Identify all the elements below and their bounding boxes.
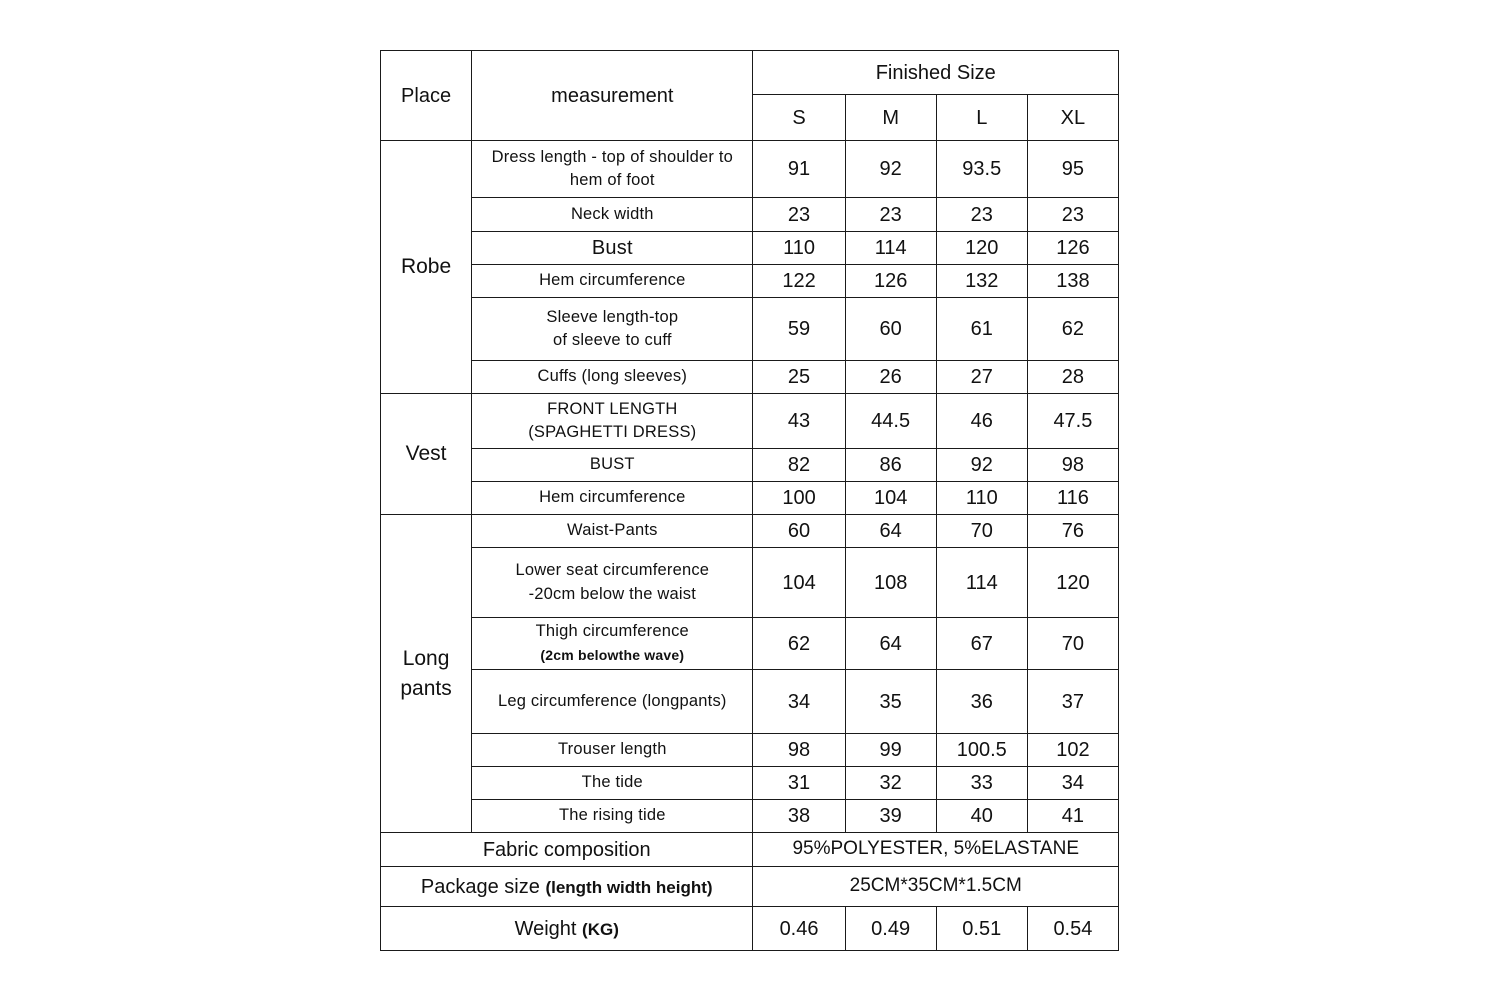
value-l: 120	[936, 232, 1027, 265]
measurement-label: Waist-Pants	[472, 515, 753, 548]
measurement-label: Trouser length	[472, 734, 753, 767]
measurement-label	[472, 141, 753, 198]
value-xl: 28	[1027, 361, 1118, 394]
weight-xl: 0.54	[1027, 907, 1118, 951]
value-s: 25	[753, 361, 845, 394]
measurement-label: BUST	[472, 449, 753, 482]
header-row-1	[381, 51, 1119, 95]
value-xl: 126	[1027, 232, 1118, 265]
value-s: 104	[753, 548, 845, 618]
table-row	[381, 670, 1119, 734]
value-xl: 41	[1027, 800, 1118, 833]
value-m: 23	[845, 198, 936, 232]
place-header: Place	[381, 51, 472, 141]
table-row	[381, 361, 1119, 394]
measurement-label: Leg circumference (longpants)	[472, 670, 753, 734]
fabric-label: Fabric composition	[381, 833, 753, 867]
value-xl: 23	[1027, 198, 1118, 232]
value-l: 46	[936, 394, 1027, 449]
value-m: 64	[845, 515, 936, 548]
value-xl: 76	[1027, 515, 1118, 548]
measurement-label: Cuffs (long sleeves)	[472, 361, 753, 394]
table-row	[381, 198, 1119, 232]
place-line2: pants	[400, 676, 452, 700]
value-l: 132	[936, 265, 1027, 298]
value-xl: 98	[1027, 449, 1118, 482]
package-label-text: Package size	[420, 875, 540, 898]
value-s: 60	[753, 515, 845, 548]
measurement-line2: -20cm below the waist	[528, 584, 697, 603]
table-row	[381, 482, 1119, 515]
value-l: 27	[936, 361, 1027, 394]
value-s: 43	[753, 394, 845, 449]
weight-m: 0.49	[845, 907, 936, 951]
measurement-line1: Thigh circumference	[535, 622, 689, 641]
value-s: 122	[753, 265, 845, 298]
weight-label-text: Weight	[514, 917, 577, 940]
value-s: 98	[753, 734, 845, 767]
value-l: 100.5	[936, 734, 1027, 767]
value-m: 99	[845, 734, 936, 767]
table-row	[381, 800, 1119, 833]
value-l: 93.5	[936, 141, 1027, 198]
table-row	[381, 298, 1119, 361]
value-m: 32	[845, 767, 936, 800]
measurement-label: Bust	[472, 232, 753, 265]
measurement-label	[472, 298, 753, 361]
fabric-value: 95%POLYESTER, 5%ELASTANE	[753, 833, 1119, 867]
value-xl: 37	[1027, 670, 1118, 734]
table-row	[381, 734, 1119, 767]
value-s: 110	[753, 232, 845, 265]
size-m-header: M	[845, 95, 936, 141]
value-xl: 95	[1027, 141, 1118, 198]
table-row	[381, 232, 1119, 265]
table-row	[381, 548, 1119, 618]
value-s: 62	[753, 618, 845, 670]
value-xl: 116	[1027, 482, 1118, 515]
value-s: 23	[753, 198, 845, 232]
finished-size-header: Finished Size	[753, 51, 1119, 95]
value-m: 26	[845, 361, 936, 394]
value-m: 92	[845, 141, 936, 198]
value-l: 23	[936, 198, 1027, 232]
value-s: 34	[753, 670, 845, 734]
table-row	[381, 394, 1119, 449]
measurement-label	[472, 618, 753, 670]
measurement-label: Hem circumference	[472, 482, 753, 515]
package-label	[381, 867, 753, 907]
value-m: 114	[845, 232, 936, 265]
table-row	[381, 141, 1119, 198]
measurement-line1: FRONT LENGTH	[547, 399, 678, 418]
value-m: 35	[845, 670, 936, 734]
measurement-line2: of sleeve to cuff	[552, 331, 672, 349]
table-row	[381, 265, 1119, 298]
weight-label	[381, 907, 753, 951]
measurement-label: The rising tide	[472, 800, 753, 833]
value-m: 126	[845, 265, 936, 298]
value-xl: 138	[1027, 265, 1118, 298]
value-xl: 34	[1027, 767, 1118, 800]
value-l: 110	[936, 482, 1027, 515]
value-s: 38	[753, 800, 845, 833]
weight-row	[381, 907, 1119, 951]
value-l: 36	[936, 670, 1027, 734]
value-s: 91	[753, 141, 845, 198]
table-row	[381, 618, 1119, 670]
value-l: 33	[936, 767, 1027, 800]
value-xl: 102	[1027, 734, 1118, 767]
place-robe: Robe	[381, 141, 472, 394]
measurement-line1: Dress length - top of shoulder to	[491, 147, 733, 166]
size-l-header: L	[936, 95, 1027, 141]
measurement-label: Neck width	[472, 198, 753, 232]
value-m: 44.5	[845, 394, 936, 449]
measurement-line2: (SPAGHETTI DRESS)	[528, 423, 697, 441]
measurement-line1: Sleeve length-top	[546, 307, 679, 326]
value-l: 61	[936, 298, 1027, 361]
value-s: 31	[753, 767, 845, 800]
value-xl: 62	[1027, 298, 1118, 361]
measurement-label	[472, 394, 753, 449]
weight-label-note: (KG)	[582, 919, 619, 939]
place-long-pants	[381, 515, 472, 833]
value-l: 67	[936, 618, 1027, 670]
size-s-header: S	[753, 95, 845, 141]
value-m: 86	[845, 449, 936, 482]
table-row	[381, 515, 1119, 548]
measurement-label: The tide	[472, 767, 753, 800]
table-row	[381, 767, 1119, 800]
measurement-header: measurement	[472, 51, 753, 141]
measurement-line2: (2cm belowthe wave)	[540, 646, 685, 663]
size-chart-table	[380, 50, 1119, 951]
measurement-line2: hem of foot	[569, 171, 655, 189]
value-m: 104	[845, 482, 936, 515]
measurement-line1: Lower seat circumference	[515, 561, 710, 580]
package-row	[381, 867, 1119, 907]
value-xl: 70	[1027, 618, 1118, 670]
value-l: 40	[936, 800, 1027, 833]
value-xl: 120	[1027, 548, 1118, 618]
measurement-label: Hem circumference	[472, 265, 753, 298]
value-xl: 47.5	[1027, 394, 1118, 449]
value-l: 70	[936, 515, 1027, 548]
value-s: 100	[753, 482, 845, 515]
size-xl-header: XL	[1027, 95, 1118, 141]
value-s: 82	[753, 449, 845, 482]
measurement-label	[472, 548, 753, 618]
package-label-note: (length width height)	[545, 877, 713, 897]
value-m: 108	[845, 548, 936, 618]
table-row	[381, 449, 1119, 482]
weight-l: 0.51	[936, 907, 1027, 951]
value-l: 92	[936, 449, 1027, 482]
value-m: 39	[845, 800, 936, 833]
weight-s: 0.46	[753, 907, 845, 951]
value-s: 59	[753, 298, 845, 361]
value-m: 64	[845, 618, 936, 670]
package-value: 25CM*35CM*1.5CM	[753, 867, 1119, 907]
fabric-row	[381, 833, 1119, 867]
place-line1: Long	[402, 647, 450, 671]
value-m: 60	[845, 298, 936, 361]
value-l: 114	[936, 548, 1027, 618]
place-vest: Vest	[381, 394, 472, 515]
